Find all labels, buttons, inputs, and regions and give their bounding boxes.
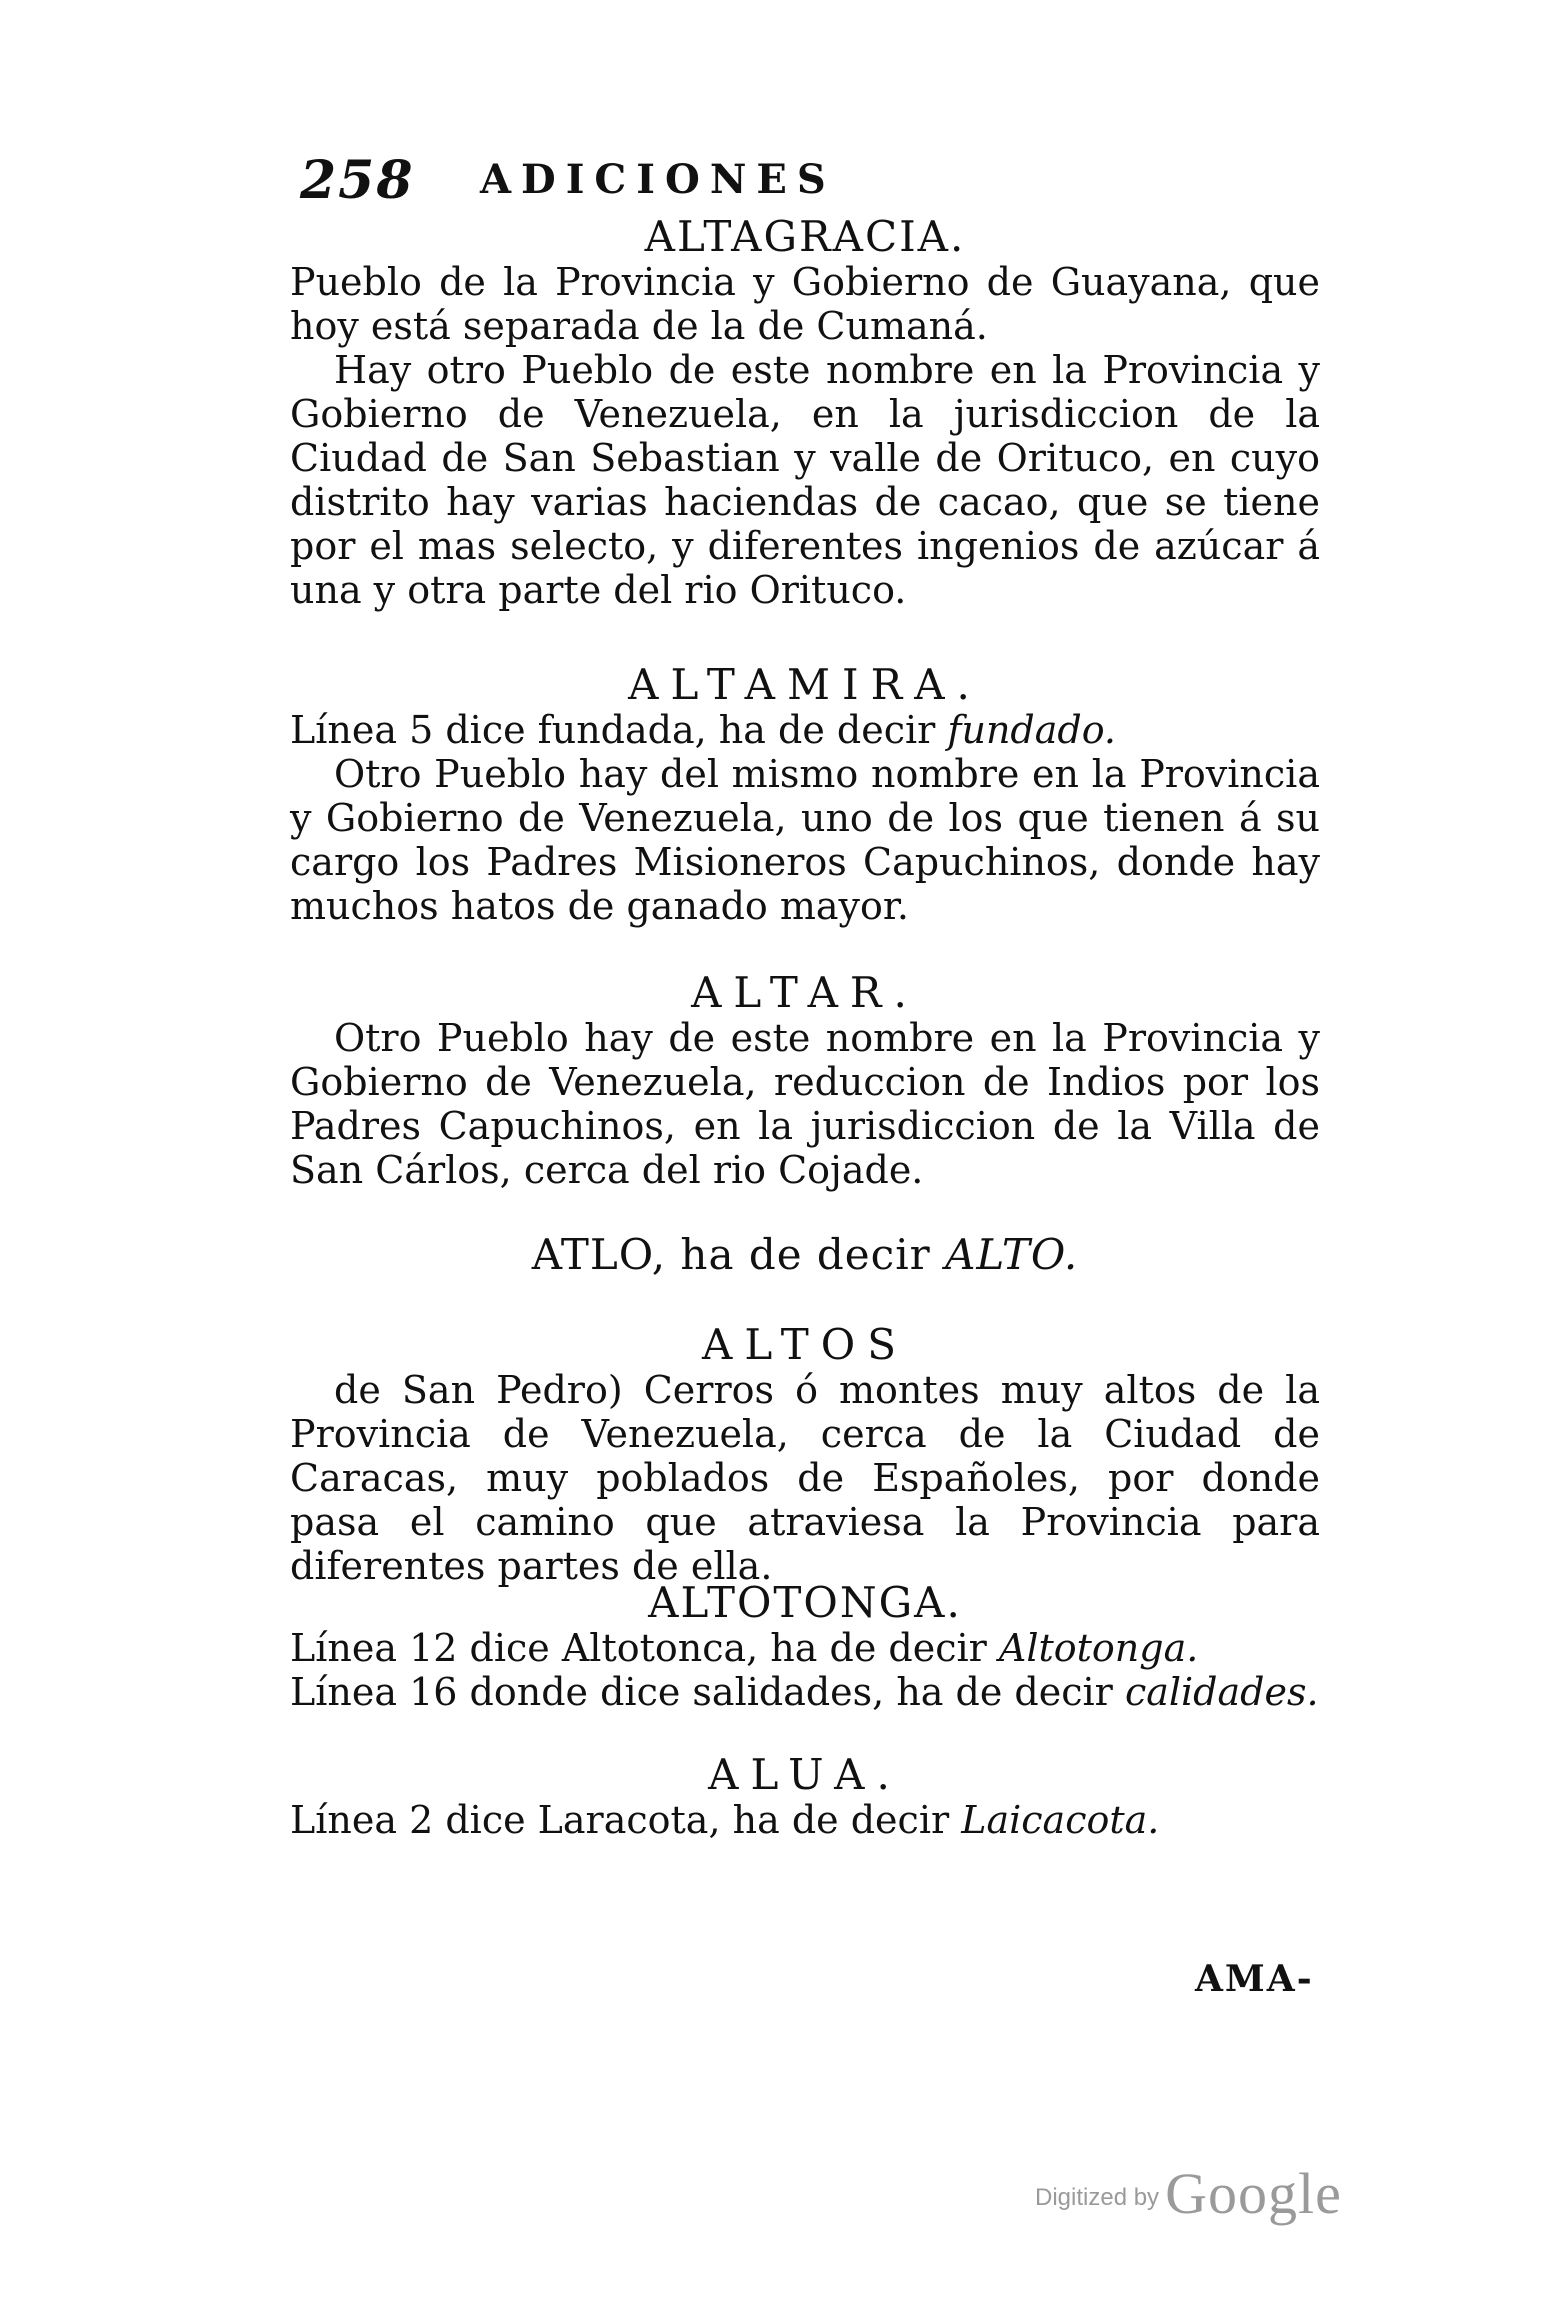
correction-italic: calidades. bbox=[1124, 1670, 1319, 1714]
entry-altos bbox=[290, 1322, 1320, 1588]
entry-paragraph: Otro Pueblo hay de este nombre en la Provincia y Gobierno de Venezuela, reduccion de Indios por los Padres Capuchinos, en la jurisdiccion de la Villa de San Cárlos, cerca del rio Cojade. bbox=[290, 1016, 1320, 1192]
entry-paragraph: Pueblo de la Provincia y Gobierno de Guayana, que hoy está separada de la de Cumaná. bbox=[290, 260, 1320, 348]
correction-italic: fundado. bbox=[947, 708, 1117, 752]
entry-altagracia bbox=[290, 214, 1320, 612]
entry-paragraph: Hay otro Pueblo de este nombre en la Provincia y Gobierno de Venezuela, en la jurisdiccion de la Ciudad de San Sebastian y valle de Orituco, en cuyo distrito hay varias haciendas de cacao, que se tiene por el mas selecto, y diferentes ingenios de azúcar á una y otra parte del rio Orituco. bbox=[290, 348, 1320, 612]
catchword: AMA- bbox=[1195, 1958, 1314, 2000]
entry-altamira bbox=[290, 662, 1320, 928]
entry-atlo bbox=[290, 1232, 1320, 1278]
page-number: 258 bbox=[300, 150, 415, 211]
entry-title-text: ATLO, ha de decir bbox=[531, 1230, 946, 1279]
correction-text: Línea 2 dice Laracota, ha de decir bbox=[290, 1798, 962, 1842]
correction-italic: Laicacota. bbox=[961, 1798, 1160, 1842]
correction-text: Línea 12 dice Altotonca, ha de decir bbox=[290, 1626, 999, 1670]
entry-paragraph: Otro Pueblo hay del mismo nombre en la Provincia y Gobierno de Venezuela, uno de los que tienen á su cargo los Padres Misioneros Capuchinos, donde hay muchos hatos de ganado mayor. bbox=[290, 752, 1320, 928]
entry-title: ALTOS bbox=[701, 1320, 908, 1369]
entry-title: ALTAGRACIA. bbox=[644, 212, 966, 261]
google-logo: Google bbox=[1165, 2161, 1342, 2226]
watermark-prefix: Digitized by bbox=[1035, 2184, 1160, 2211]
entry-altotonga bbox=[290, 1580, 1320, 1714]
correction-line bbox=[290, 1798, 1320, 1842]
entry-paragraph: de San Pedro) Cerros ó montes muy altos de la Provincia de Venezuela, cerca de la Ciudad de Caracas, muy poblados de Españoles, por donde pasa el camino que atraviesa la Provincia para diferentes partes de ella. bbox=[290, 1368, 1320, 1588]
correction-line bbox=[290, 708, 1320, 752]
entry-alua bbox=[290, 1752, 1320, 1842]
correction-italic: Altotonga. bbox=[998, 1626, 1199, 1670]
entry-title: ALTOTONGA. bbox=[648, 1578, 962, 1627]
running-head: ADICIONES bbox=[480, 156, 836, 203]
page-header bbox=[300, 150, 1330, 210]
correction-text: Línea 16 donde dice salidades, ha de decir bbox=[290, 1670, 1125, 1714]
entry-title: ALUA. bbox=[708, 1750, 902, 1799]
correction-text: Línea 5 dice fundada, ha de decir bbox=[290, 708, 948, 752]
correction-line bbox=[290, 1670, 1320, 1714]
entry-title bbox=[290, 1232, 1320, 1278]
entry-altar bbox=[290, 970, 1320, 1192]
entry-title: ALTAR. bbox=[691, 968, 919, 1017]
digitized-watermark bbox=[1035, 2160, 1342, 2227]
correction-line bbox=[290, 1626, 1320, 1670]
entry-title-italic: ALTO. bbox=[945, 1230, 1079, 1279]
entry-title: ALTAMIRA. bbox=[628, 660, 982, 709]
